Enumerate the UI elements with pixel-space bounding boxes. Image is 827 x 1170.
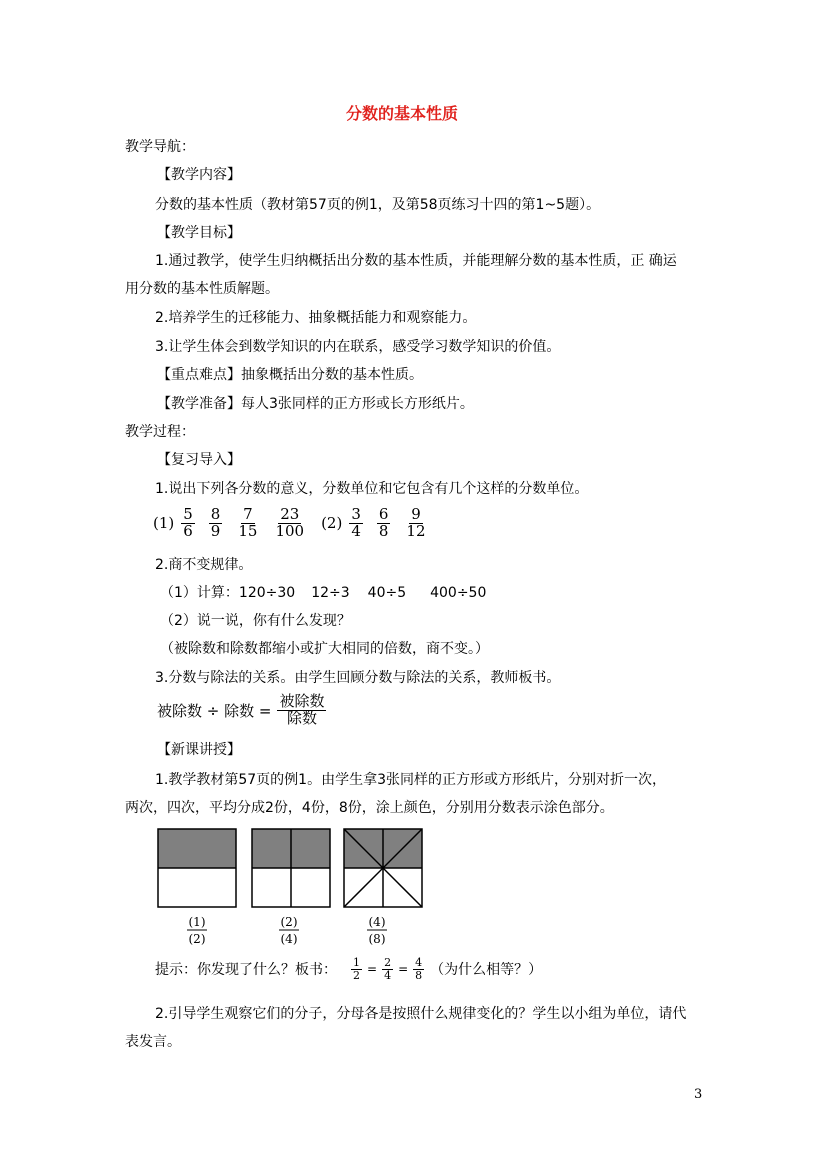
page-number: 3 bbox=[694, 1087, 703, 1102]
hint-frac-den: 8 bbox=[415, 968, 423, 982]
new-1-line-a: 1.教学教材第57页的例1。由学生拿3张同样的正方形或方形纸片，分别对折一次， bbox=[155, 772, 666, 788]
hint-line bbox=[155, 957, 542, 981]
fraction-numerator: 8 bbox=[210, 505, 221, 523]
fraction-row bbox=[153, 507, 435, 540]
process-heading: 教学过程： bbox=[125, 424, 195, 440]
fraction-numerator: 7 bbox=[243, 505, 253, 523]
review-3: 3.分数与除法的关系。由学生回顾分数与除法的关系，教师板书。 bbox=[155, 670, 561, 686]
fraction-numerator: 3 bbox=[351, 505, 361, 523]
review-1: 1.说出下列各分数的意义，分数单位和它包含有几个这样的分数单位。 bbox=[155, 481, 589, 497]
figure-3-num: (4) bbox=[368, 915, 386, 929]
formula-denominator: 除数 bbox=[286, 708, 317, 727]
content-heading: 【教学内容】 bbox=[157, 167, 241, 183]
fraction-denominator: 6 bbox=[183, 521, 193, 540]
calc-label: （1）计算： bbox=[160, 585, 239, 601]
content-text: 分数的基本性质（教材第57页的例1，及第58页练习十四的第1~5题）。 bbox=[155, 197, 601, 213]
goal-1-line-a: 1.通过教学，使学生归纳概括出分数的基本性质，并能理解分数的基本性质，正 确运 bbox=[155, 253, 677, 269]
fraction bbox=[349, 507, 363, 540]
fraction bbox=[404, 507, 427, 540]
hint-suffix: （为什么相等？） bbox=[430, 962, 543, 979]
fraction-numerator: 23 bbox=[280, 505, 300, 523]
formula-left: 被除数 ÷ 除数 = bbox=[157, 701, 272, 720]
key-points: 【重点难点】抽象概括出分数的基本性质。 bbox=[157, 367, 423, 383]
hint-frac-num: 4 bbox=[415, 956, 423, 969]
goal-2: 2.培养学生的迁移能力、抽象概括能力和观察能力。 bbox=[155, 310, 477, 326]
figure-quarters bbox=[252, 829, 330, 907]
fraction-denominator: 4 bbox=[351, 521, 361, 540]
hint-frac-den: 4 bbox=[384, 968, 392, 982]
group-1-fractions bbox=[174, 507, 313, 540]
figure-1-den: (2) bbox=[188, 932, 206, 946]
fraction-numerator: 6 bbox=[378, 505, 389, 523]
fraction bbox=[209, 507, 223, 540]
page-title: 分数的基本性质 bbox=[346, 104, 459, 123]
fraction-numerator: 5 bbox=[183, 505, 193, 523]
formula-numerator: 被除数 bbox=[279, 692, 325, 710]
review-heading: 【复习导入】 bbox=[157, 452, 241, 468]
fraction-denominator: 100 bbox=[275, 521, 305, 540]
rule-text: （被除数和除数都缩小或扩大相同的倍数，商不变。） bbox=[160, 641, 489, 657]
calc-item: 12÷3 bbox=[311, 585, 350, 601]
group-1-label: (1) bbox=[153, 514, 175, 533]
goal-3: 3.让学生体会到数学知识的内在联系，感受学习数学知识的价值。 bbox=[155, 339, 561, 355]
new-2-line-a: 2.引导学生观察它们的分子，分母各是按照什么规律变化的？学生以小组为单位，请代 bbox=[155, 1006, 687, 1022]
fraction bbox=[236, 507, 259, 540]
hint-frac-num: 2 bbox=[384, 956, 392, 969]
review-2: 2.商不变规律。 bbox=[155, 557, 253, 573]
new-2-line-b: 表发言。 bbox=[125, 1034, 181, 1050]
fraction-denominator: 8 bbox=[378, 521, 389, 540]
figure-1-num: (1) bbox=[188, 915, 206, 929]
figure-2-num: (2) bbox=[280, 915, 298, 929]
fraction-denominator: 12 bbox=[406, 521, 426, 540]
division-formula bbox=[157, 694, 333, 727]
group-2-fractions bbox=[342, 507, 434, 540]
group-2-label: (2) bbox=[321, 514, 343, 533]
fraction bbox=[273, 507, 306, 540]
hint-prefix: 提示：你发现了什么？板书： bbox=[155, 962, 337, 979]
fraction bbox=[377, 507, 391, 540]
say-question: （2）说一说，你有什么发现？ bbox=[160, 613, 351, 629]
hint-frac-den: 2 bbox=[353, 968, 360, 982]
calc-item: 120÷30 bbox=[238, 585, 296, 601]
figure-eighths bbox=[344, 829, 422, 907]
fraction-denominator: 9 bbox=[210, 521, 221, 540]
calc-line bbox=[160, 584, 486, 602]
section-nav: 教学导航： bbox=[125, 139, 195, 155]
hint-frac-num: 1 bbox=[353, 956, 360, 969]
teaching-prep: 【教学准备】每人3张同样的正方形或长方形纸片。 bbox=[157, 396, 474, 412]
calc-item: 40÷5 bbox=[367, 585, 407, 601]
folding-figures bbox=[155, 826, 435, 951]
goal-heading: 【教学目标】 bbox=[157, 225, 241, 241]
figure-2-den: (4) bbox=[280, 932, 298, 946]
figure-halves bbox=[158, 829, 236, 907]
figure-3-den: (8) bbox=[368, 932, 386, 946]
calc-item: 400÷50 bbox=[430, 585, 487, 601]
equals-sign: = bbox=[398, 962, 409, 977]
fraction-denominator: 15 bbox=[238, 521, 258, 540]
equals-sign: = bbox=[367, 962, 378, 977]
new-heading: 【新课讲授】 bbox=[157, 742, 241, 758]
fraction bbox=[181, 507, 195, 540]
fraction-numerator: 9 bbox=[411, 505, 421, 523]
goal-1-line-b: 用分数的基本性质解题。 bbox=[125, 281, 279, 297]
new-1-line-b: 两次，四次，平均分成2份，4份，8份，涂上颜色，分别用分数表示涂色部分。 bbox=[125, 800, 614, 816]
